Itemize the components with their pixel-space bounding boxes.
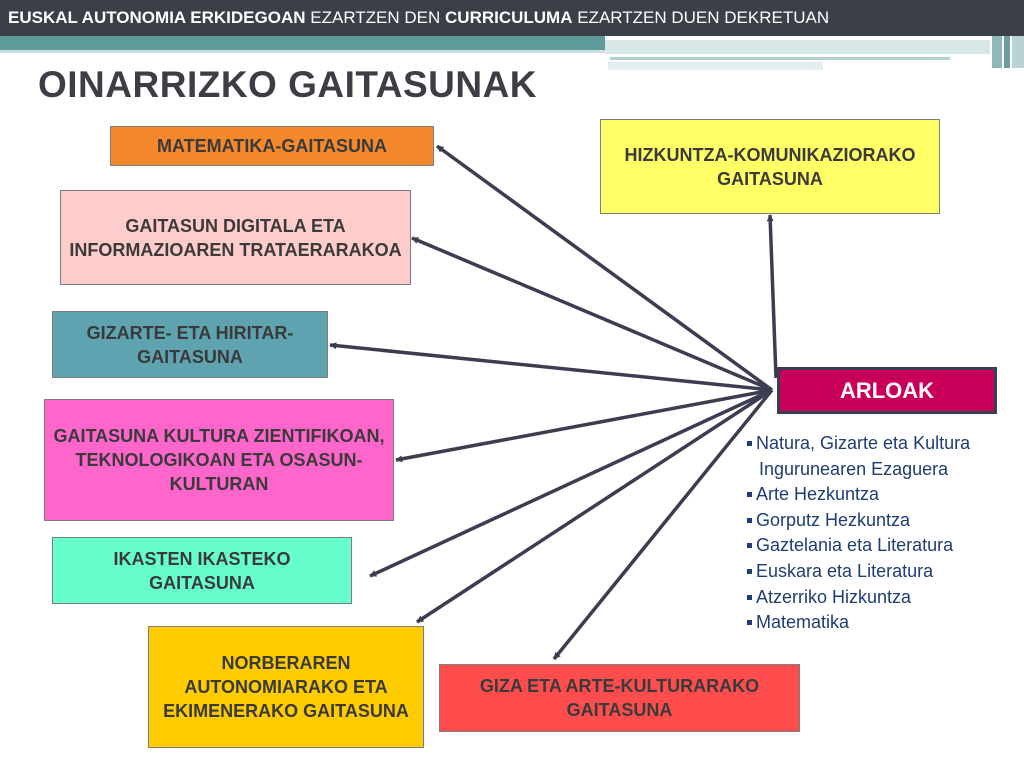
- header-part-4: EZARTZEN DUEN DEKRETUAN: [572, 8, 830, 27]
- header-part-2: EZARTZEN DEN: [305, 8, 446, 27]
- box-norberaren: NORBERAREN AUTONOMIARAKO ETA EKIMENERAKO GAITASUNA: [148, 626, 424, 748]
- box-digitala: GAITASUN DIGITALA ETA INFORMAZIOAREN TRATAERARAKOA: [60, 190, 411, 285]
- box-hizkuntza: HIZKUNTZA-KOMUNIKAZIORAKO GAITASUNA: [600, 119, 940, 214]
- box-giza-arte: GIZA ETA ARTE-KULTURARAKO GAITASUNA: [439, 664, 800, 732]
- area-item: Gorputz Hezkuntza: [747, 508, 1022, 534]
- arrow-to-giza-arte: [554, 390, 772, 659]
- page-title: OINARRIZKO GAITASUNAK: [38, 64, 538, 105]
- area-item: Gaztelania eta Literatura: [747, 533, 1022, 559]
- areas-list: [747, 431, 1022, 636]
- header-part-1: EUSKAL AUTONOMIA ERKIDEGOAN: [8, 8, 306, 27]
- arrow-to-ikasten: [370, 390, 772, 576]
- area-item: Natura, Gizarte eta Kultura Ingurunearen Ezaguera: [747, 431, 1022, 482]
- arrow-to-hizkuntza: [770, 215, 776, 378]
- arrow-to-gizarte: [330, 345, 772, 390]
- header-part-3: CURRICULUMA: [445, 8, 573, 27]
- area-item: Euskara eta Literatura: [747, 559, 1022, 585]
- box-kultura-zientifikoa: GAITASUNA KULTURA ZIENTIFIKOAN, TEKNOLOGIKOAN ETA OSASUN-KULTURAN: [44, 399, 394, 521]
- box-ikasten: IKASTEN IKASTEKO GAITASUNA: [52, 537, 352, 604]
- box-matematika: MATEMATIKA-GAITASUNA: [110, 126, 434, 166]
- area-item: Matematika: [747, 610, 1022, 636]
- area-item: Arte Hezkuntza: [747, 482, 1022, 508]
- hub-arloak: ARLOAK: [777, 367, 997, 414]
- box-gizarte: GIZARTE- ETA HIRITAR-GAITASUNA: [52, 311, 328, 378]
- area-item: Atzerriko Hizkuntza: [747, 585, 1022, 611]
